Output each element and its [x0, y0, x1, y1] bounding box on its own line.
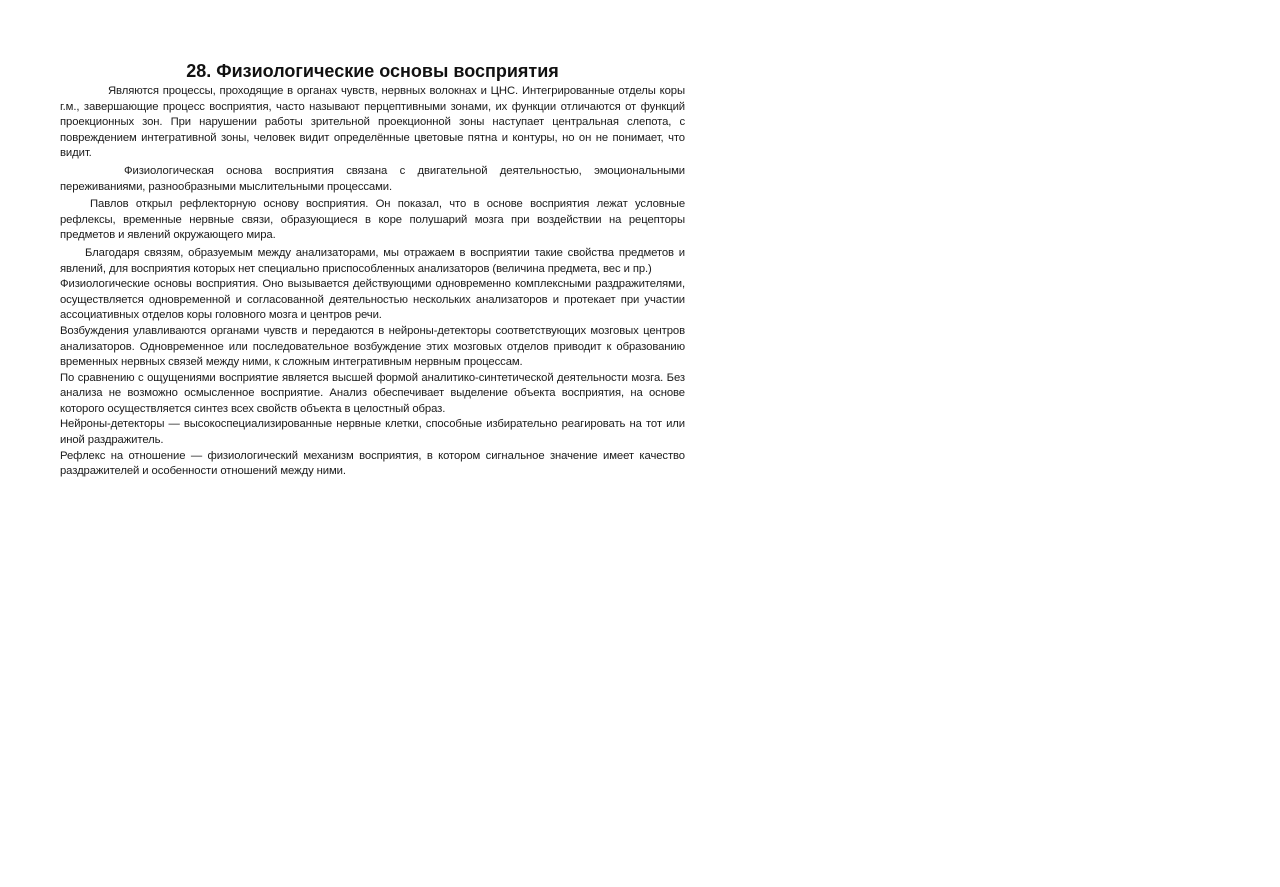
paragraph-relation-reflex: Рефлекс на отношение — физиологический механизм восприятия, в котором сигнальное значение имеет качество раздражителей и особенности отношений между ними. — [60, 449, 685, 478]
paragraph-intro: Являются процессы, проходящие в органах чувств, нервных волокнах и ЦНС. Интегрированные отделы коры г.м., завершающие процесс восприятия, часто называют перцептивными зонами, их функции отличаются от функций проекционных зон. При нарушении работы зрительной проекционной зоны наступает центральная слепота, с повреждением интегративной зоны, человек видит определённые цветовые пятна и контуры, но он не понимает, что видит. — [60, 85, 685, 160]
paragraph-detector-neurons: Нейроны-детекторы — высокоспециализированные нервные клетки, способные избирательно реагировать на тот или иной раздражитель. — [60, 418, 685, 447]
paragraph-complex-stimuli: Физиологические основы восприятия. Оно вызывается действующими одновременно комплексными раздражителями, осуществляется одновременной и согласованной деятельностью нескольких анализаторов и протекает при участии ассоциативных отделов коры головного мозга и центров речи. — [60, 278, 685, 322]
document-page — [60, 60, 685, 480]
paragraph-analysis-synthesis: По сравнению с ощущениями восприятие является высшей формой аналитико-синтетической деятельности мозга. Без анализа не возможно осмысленное восприятие. Анализ обеспечивает выделение объекта восприятия, на основе которого осуществляется синтез всех свойств объекта в целостный образ. — [60, 371, 685, 415]
paragraph-analyzer-links: Благодаря связям, образуемым между анализаторами, мы отражаем в восприятии такие свойства предметов и явлений, для восприятия которых нет специально приспособленных анализаторов (величина предмета, вес и пр.) — [60, 246, 685, 275]
paragraph-pavlov: Павлов открыл рефлекторную основу восприятия. Он показал, что в основе восприятия лежат условные рефлексы, временные нервные связи, образующиеся в коре полушарий мозга при воздействии на рецепторы предметов и явлений окружающего мира. — [60, 198, 685, 242]
page-title: 28. Физиологические основы восприятия — [186, 61, 559, 81]
paragraph-physiological-basis: Физиологическая основа восприятия связана с двигательной деятельностью, эмоциональными переживаниями, разнообразными мыслительными процессами. — [60, 164, 685, 193]
paragraph-excitation: Возбуждения улавливаются органами чувств и передаются в нейроны-детекторы соответствующих мозговых центров анализаторов. Одновременное или последовательное возбуждение этих мозговых отделов приводит к образованию временных нервных связей между ними, к сложным интегративным нервным процессам. — [60, 324, 685, 369]
